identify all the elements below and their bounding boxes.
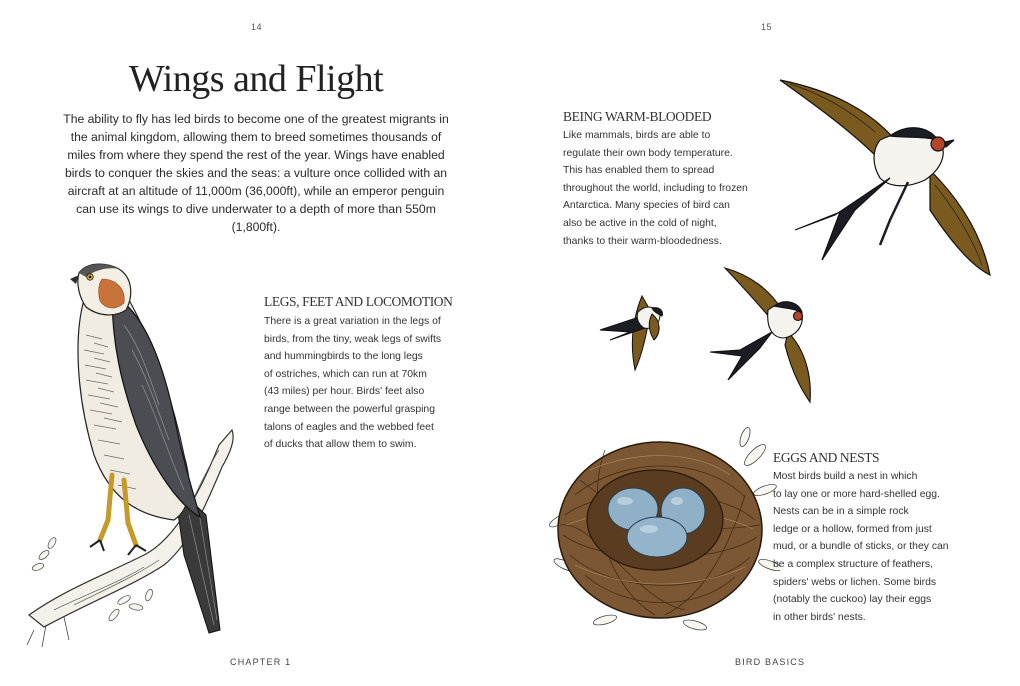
sparrowhawk-illustration — [24, 255, 244, 655]
right-page — [510, 0, 1020, 686]
nest-with-eggs-illustration — [545, 425, 780, 635]
footer-right: BIRD BASICS — [735, 657, 806, 667]
legs-feet-body: There is a great variation in the legs of birds, from the tiny, weak legs of swifts and hummingbirds to the long legs of ostriches, which can run at 70km (43 miles) per hour. Birds' feet also range between the powerful grasping talons of eagles and the webbed feet of ducks that allow them to swim. — [264, 316, 442, 451]
swallows-illustration — [590, 70, 1010, 410]
page-number-left: 14 — [251, 22, 263, 32]
medium-swallow — [710, 268, 810, 402]
small-swallow — [600, 296, 663, 370]
warm-blooded-body: Like mammals, birds are able to regulate their own body temperature. This has enabled them to spread throughout the world, including to frozen Antarctica. Many species of bird can also be active in the cold of night, thanks to their warm-bloodedness. — [563, 130, 748, 247]
eggs-nests-heading: EGGS AND NESTS — [773, 450, 880, 465]
chapter-title: Wings and Flight — [128, 58, 384, 100]
large-swallow — [780, 80, 990, 275]
page-number-right: 15 — [761, 22, 773, 32]
footer-left: CHAPTER 1 — [230, 657, 292, 667]
warm-blooded-heading: BEING WARM-BLOODED — [563, 109, 712, 124]
intro-paragraph: The ability to fly has led birds to become one of the greatest migrants in the animal kingdom, allowing them to breed sometimes thousands of miles from where they spend the rest of the year. Wings have enabled birds to conquer the skies and the seas: a vulture once collided with an aircraft at an altitude of 11,000m (36,000ft), while an emperor penguin can use its wings to dive underwater to a depth of more than 550m (1,800ft). — [63, 112, 449, 234]
eggs-nests-body: Most birds build a nest in which to lay one or more hard-shelled egg. Nests can be in a simple rock ledge or a hollow, formed from just mud, or a bundle of sticks, or they can be a complex structure of feathers, spiders' webs or lichen. Some birds (notably the cuckoo) lay their eggs in other birds' nests. — [773, 471, 949, 623]
legs-feet-heading: LEGS, FEET AND LOCOMOTION — [264, 294, 453, 309]
